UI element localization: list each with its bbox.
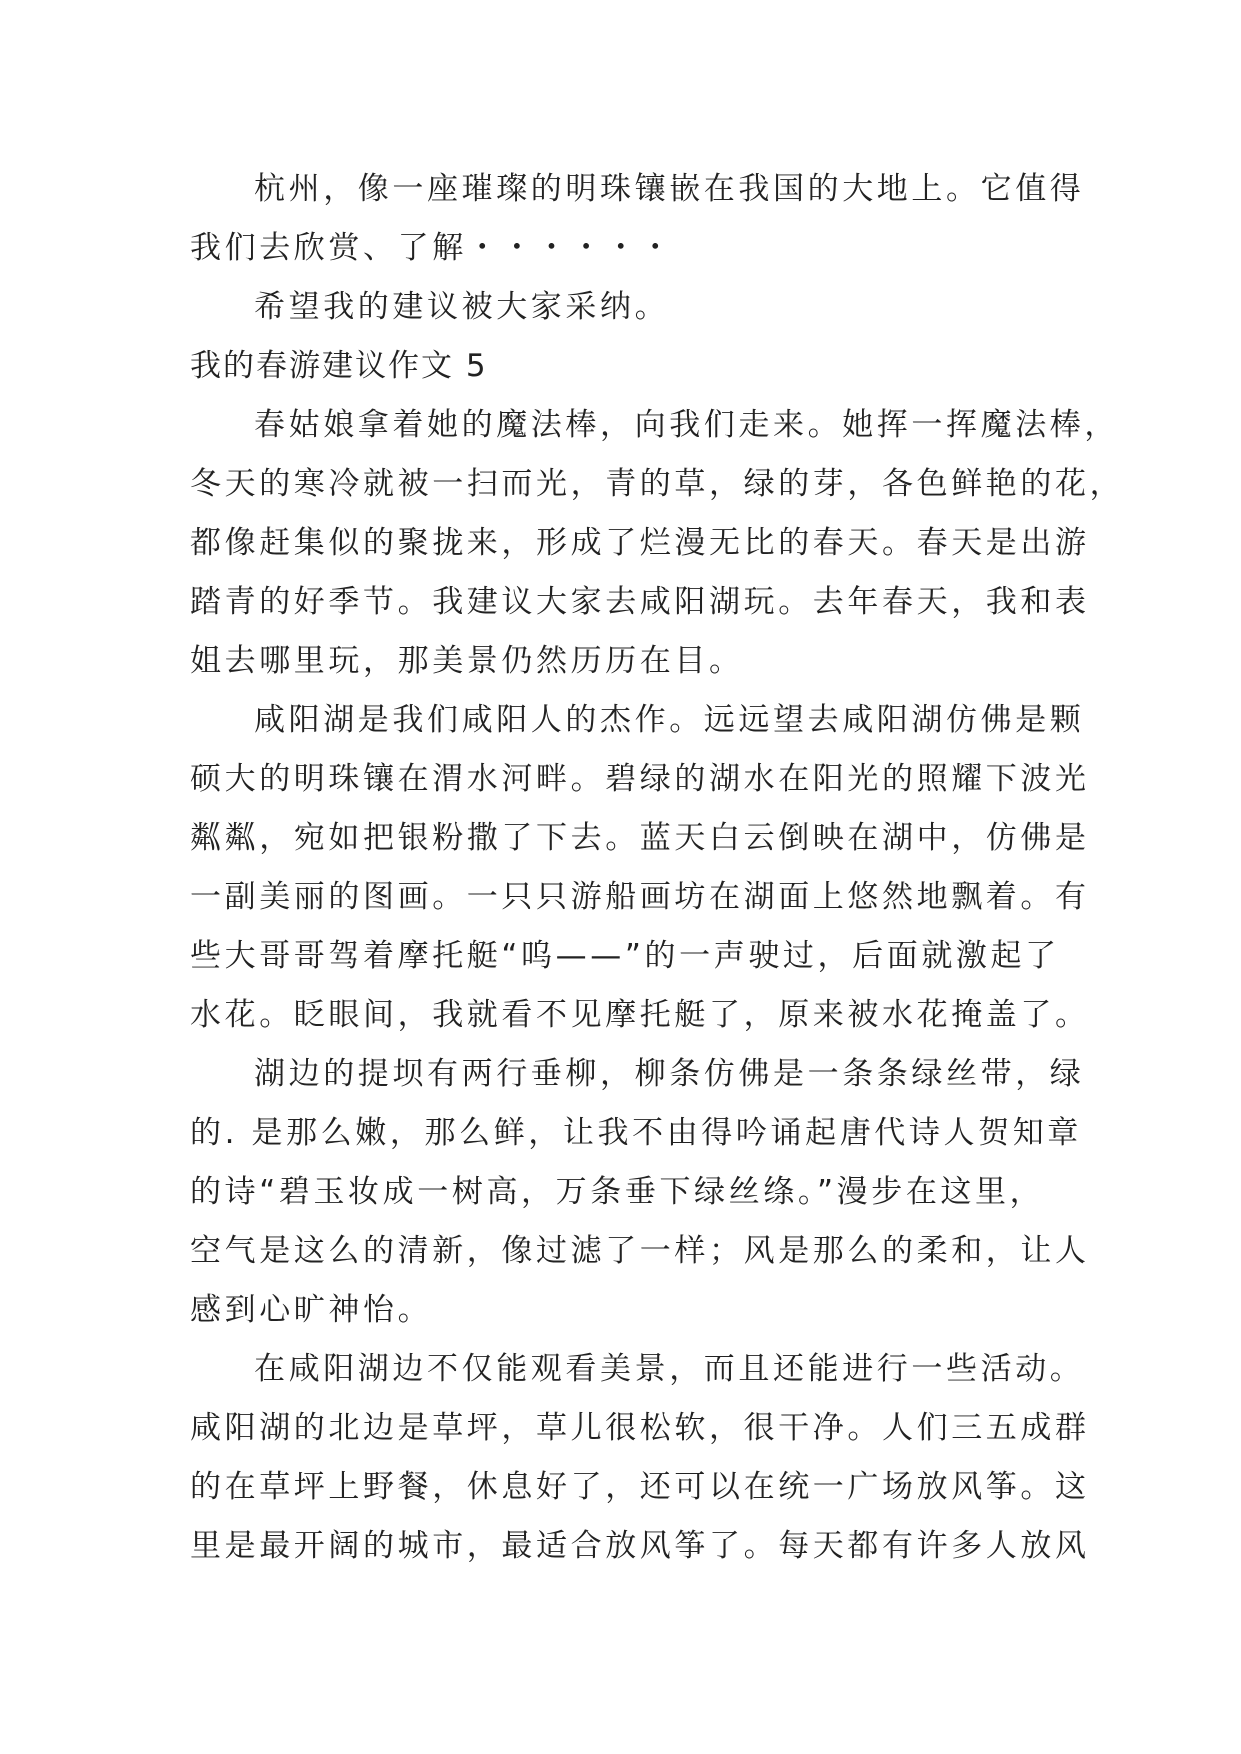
text-line-21: 在咸阳湖边不仅能观看美景，而且还能进行一些活动。 bbox=[254, 1351, 1085, 1387]
text-line-11: 硕大的明珠镶在渭水河畔。碧绿的湖水在阳光的照耀下波光 bbox=[190, 761, 1090, 797]
text-line-23: 的在草坪上野餐，休息好了，还可以在统一广场放风筝。这 bbox=[190, 1469, 1090, 1505]
text-line-5: 春姑娘拿着她的魔法棒，向我们走来。她挥一挥魔法棒， bbox=[254, 407, 1119, 443]
section-heading: 我的春游建议作文 5 bbox=[190, 348, 488, 384]
text-line-15: 水花。眨眼间，我就看不见摩托艇了，原来被水花掩盖了。 bbox=[190, 997, 1090, 1033]
article-body bbox=[190, 160, 1125, 1576]
text-line-1: 杭州，像一座璀璨的明珠镶嵌在我国的大地上。它值得 bbox=[254, 171, 1085, 207]
text-line-18: 的诗“碧玉妆成一树高，万条垂下绿丝绦。”漫步在这里， bbox=[190, 1174, 1045, 1210]
text-line-10: 咸阳湖是我们咸阳人的杰作。远远望去咸阳湖仿佛是颗 bbox=[254, 702, 1085, 738]
text-line-6: 冬天的寒冷就被一扫而光，青的草，绿的芽，各色鲜艳的花， bbox=[190, 466, 1125, 502]
text-line-14: 些大哥哥驾着摩托艇“呜——”的一声驶过，后面就激起了 bbox=[190, 938, 1060, 974]
text-line-19: 空气是这么的清新，像过滤了一样；风是那么的柔和，让人 bbox=[190, 1233, 1090, 1269]
text-line-17: 的. 是那么嫩，那么鲜，让我不由得吟诵起唐代诗人贺知章 bbox=[190, 1115, 1082, 1151]
text-line-22: 咸阳湖的北边是草坪，草儿很松软，很干净。人们三五成群 bbox=[190, 1410, 1090, 1446]
text-line-3: 希望我的建议被大家采纳。 bbox=[254, 289, 670, 325]
text-line-16: 湖边的提坝有两行垂柳，柳条仿佛是一条条绿丝带，绿 bbox=[254, 1056, 1085, 1092]
text-line-12: 粼粼，宛如把银粉撒了下去。蓝天白云倒映在湖中，仿佛是 bbox=[190, 820, 1090, 856]
text-line-24: 里是最开阔的城市，最适合放风筝了。每天都有许多人放风 bbox=[190, 1528, 1090, 1564]
text-line-8: 踏青的好季节。我建议大家去咸阳湖玩。去年春天，我和表 bbox=[190, 584, 1090, 620]
text-line-7: 都像赶集似的聚拢来，形成了烂漫无比的春天。春天是出游 bbox=[190, 525, 1090, 561]
text-line-2: 我们去欣赏、了解・・・・・・ bbox=[190, 230, 675, 266]
text-line-13: 一副美丽的图画。一只只游船画坊在湖面上悠然地飘着。有 bbox=[190, 879, 1090, 915]
text-line-20: 感到心旷神怡。 bbox=[190, 1292, 433, 1328]
text-line-9: 姐去哪里玩，那美景仍然历历在目。 bbox=[190, 643, 744, 679]
